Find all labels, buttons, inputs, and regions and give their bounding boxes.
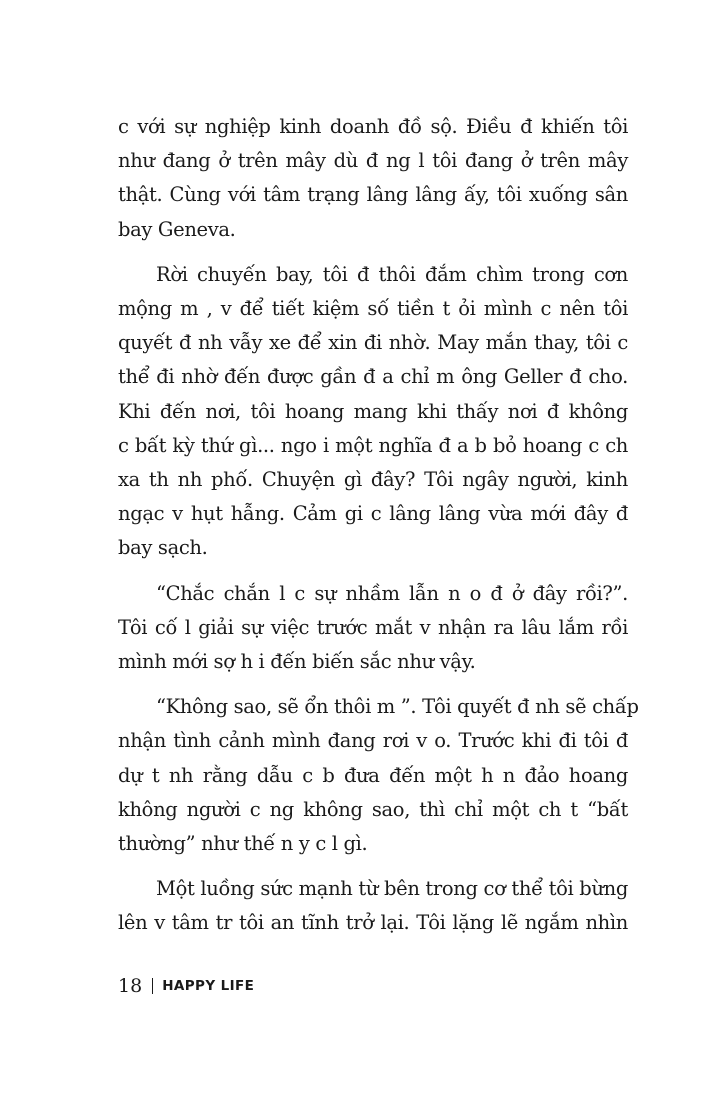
text-line: c bất kỳ thứ gì... ngo i một nghĩa đ a b bỏ hoang c ch: [118, 433, 628, 457]
text-line: c với sự nghiệp kinh doanh đồ sộ. Điều đ khiến tôi: [118, 115, 628, 138]
text-line: thể đi nhờ đến được gần đ a chỉ m ông Geller đ cho.: [118, 365, 628, 389]
body-text: [118, 110, 639, 941]
section-title: HAPPY LIFE: [162, 978, 255, 994]
text-line: xa th nh phố. Chuyện gì đây? Tôi ngây người, kinh: [118, 468, 628, 492]
text-line: Khi đến nơi, tôi hoang mang khi thấy nơi đ không: [118, 399, 628, 423]
text-line: dự t nh rằng dẫu c b đưa đến một h n đảo hoang: [118, 763, 628, 787]
text-line: thật. Cùng với tâm trạng lâng lâng ấy, tôi xuống sân: [118, 183, 628, 207]
text-line: “Không sao, sẽ ổn thôi m ”. Tôi quyết đ nh sẽ chấp: [156, 695, 639, 719]
text-line: mộng m , v để tiết kiệm số tiền t ỏi mình c nên tôi: [118, 297, 628, 321]
text-line: Tôi cố l giải sự việc trước mắt v nhận ra lâu lắm rồi: [118, 615, 628, 639]
text-line: Một luồng sức mạnh từ bên trong cơ thể tôi bừng: [156, 877, 628, 901]
text-line: như đang ở trên mây dù đ ng l tôi đang ở trên mây: [118, 149, 628, 173]
page-footer: [118, 972, 254, 1000]
footer-separator: [152, 978, 153, 994]
text-line: không người c ng không sao, thì chỉ một ch t “bất: [118, 797, 628, 821]
text-line: nhận tình cảnh mình đang rơi v o. Trước khi đi tôi đ: [118, 729, 628, 753]
text-line: bay sạch.: [118, 536, 208, 560]
text-line: thường” như thế n y c l gì.: [118, 832, 368, 856]
text-line: ngạc v hụt hẫng. Cảm gi c lâng lâng vừa mới đây đ: [118, 502, 628, 526]
text-line: bay Geneva.: [118, 217, 236, 241]
text-line: “Chắc chắn l c sự nhầm lẫn n o đ ở đây rồi?”.: [156, 581, 628, 605]
page-number: 18: [118, 975, 143, 997]
text-line: mình mới sợ h i đến biến sắc như vậy.: [118, 650, 476, 674]
text-line: Rời chuyến bay, tôi đ thôi đắm chìm trong cơn: [156, 262, 628, 286]
text-line: lên v tâm tr tôi an tĩnh trở lại. Tôi lặng lẽ ngắm nhìn: [118, 911, 628, 935]
text-line: quyết đ nh vẫy xe để xin đi nhờ. May mắn thay, tôi c: [118, 331, 628, 355]
